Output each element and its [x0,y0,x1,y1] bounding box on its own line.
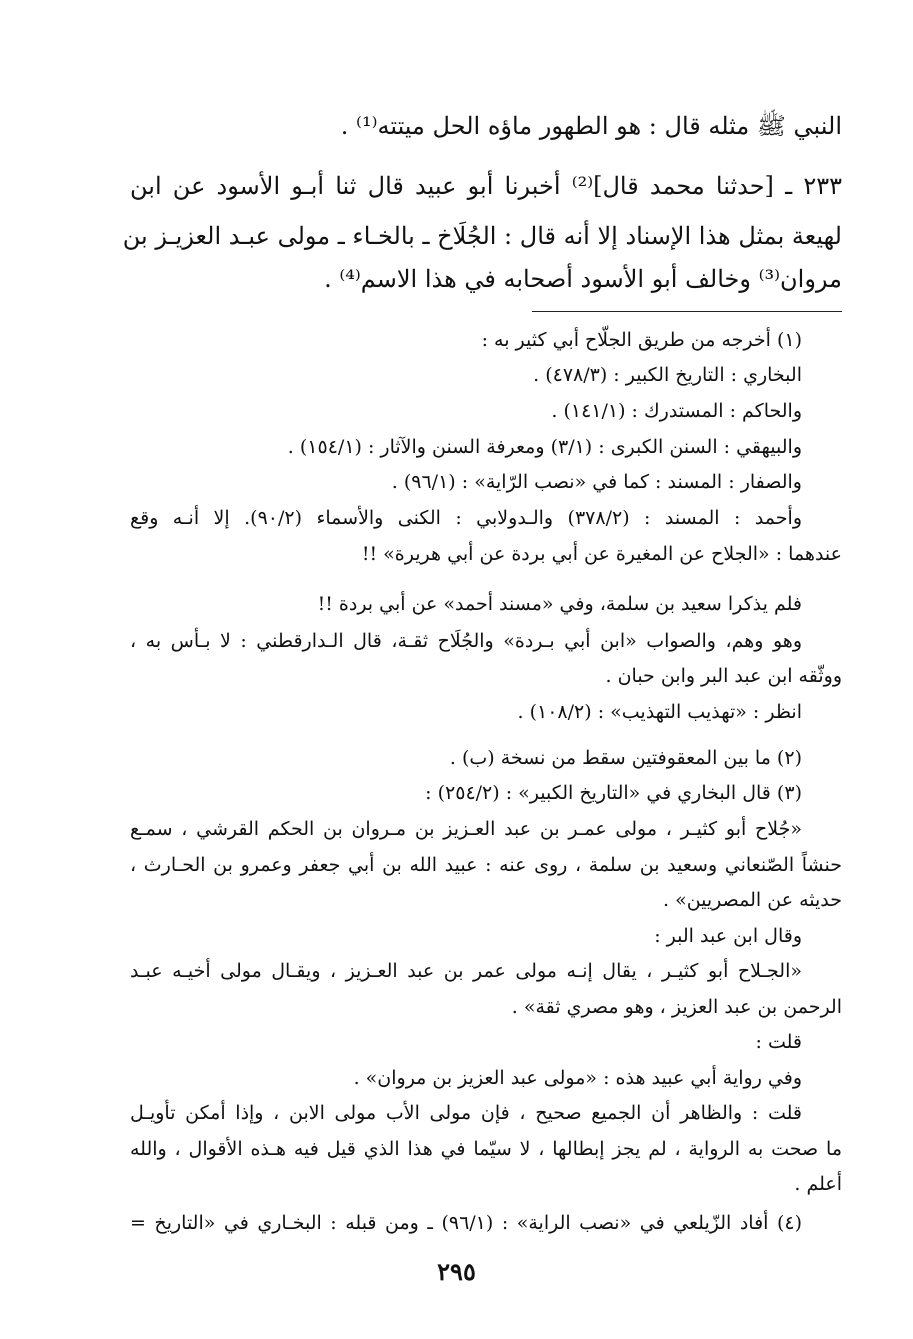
footnote-line: فلم يذكرا سعيد بن سلمة، وفي «مسند أحمد» عن أبي بردة !! [317,593,802,615]
footnote-line: البخاري : التاريخ الكبير : (٤٧٨/٣) . [533,364,802,386]
footnote-line: وقال ابن عبد البر : [654,925,802,947]
footnote-line: وأحمد : المسند : (٣٧٨/٢) والـدولابي : الكنى والأسماء (٩٠/٢). إلا أنـه وقع [130,507,802,529]
footnote-line: أعلم . [794,1173,842,1195]
main-text-line: مروان⁽³⁾ وخالف أبو الأسود أصحابه في هذا الاسم⁽⁴⁾ . [324,265,842,293]
page-number: ٢٩٥ [437,1257,476,1286]
footnote-line: ووثّقه ابن عبد البر وابن حبان . [605,665,842,687]
footnote-line: (٣) قال البخاري في «التاريخ الكبير» : (٢٥٤/٢) : [425,782,802,804]
footnote-line: ما صحت به الرواية ، لم يجز إبطالها ، لا سيّما في هذا الذي قيل فيه هـذه الأقوال ، والله [130,1138,842,1160]
main-text-line: النبي ﷺ مثله قال : هو الطهور ماؤه الحل ميتته⁽¹⁾ . [340,112,842,140]
footnote-line: قلت : والظاهر أن الجميع صحيح ، فإن مولى الأب مولى الابن ، وإذا أمكن تأويـل [130,1102,802,1124]
footnote-line: حديثه عن المصريين» . [662,889,842,911]
footnote-line: حنشاً الصّنعاني وسعيد بن سلمة ، روى عنه : عبيد الله بن أبي جعفر وعمرو بن الحـارث ، [130,854,842,876]
footnote-line: قلت : [755,1031,802,1053]
footnote-line: (٤) أفاد الزّيلعي في «نصب الراية» : (٩٦/١) ـ ومن قبله : البخـاري في «التاريخ = [130,1212,802,1234]
footnote-line: وهو وهم، والصواب «ابن أبي بـردة» والجُلَاح ثقـة، قال الـدارقطني : لا بـأس به ، [130,630,802,652]
footnote-line: وفي رواية أبي عبيد هذه : «مولى عبد العزيز بن مروان» . [353,1067,802,1089]
footnote-line: والبيهقي : السنن الكبرى : (٣/١) ومعرفة السنن والآثار : (١٥٤/١) . [287,436,802,458]
footnote-line: «جُلاح أبو كثيـر ، مولى عمـر بن عبد العـزيز بن مـروان بن الحكم القرشي ، سمـع [130,818,802,840]
footnote-line: (١) أخرجه من طريق الجلّاح أبي كثير به : [481,329,802,351]
footnote-line: والحاكم : المستدرك : (١٤١/١) . [551,400,802,422]
footnote-separator [532,311,842,312]
footnote-line: والصفار : المسند : كما في «نصب الرّاية» : (٩٦/١) . [391,471,802,493]
footnote-line: (٢) ما بين المعقوفتين سقط من نسخة (ب) . [449,747,802,769]
footnote-line: الرحمن بن عبد العزيز ، وهو مصري ثقة» . [511,996,842,1018]
footnote-line: عندهما : «الجلاح عن المغيرة عن أبي بردة عن أبي هريرة» !! [361,543,842,565]
footnote-line: «الجـلاح أبو كثيـر ، يقال إنـه مولى عمر بن عبد العـزيز ، ويقـال مولى أخيـه عبـد [130,960,802,982]
main-text-line: ٢٣٣ ـ [حدثنا محمد قال]⁽²⁾ أخبرنا أبو عبيد قال ثنا أبـو الأسود عن ابن [130,172,842,200]
main-text-line: لهيعة بمثل هذا الإسناد إلا أنه قال : الجُلَاخ ـ بالخـاء ـ مولى عبـد العزيـز بن [122,222,842,250]
footnote-line: انظر : «تهذيب التهذيب» : (١٠٨/٢) . [517,701,802,723]
